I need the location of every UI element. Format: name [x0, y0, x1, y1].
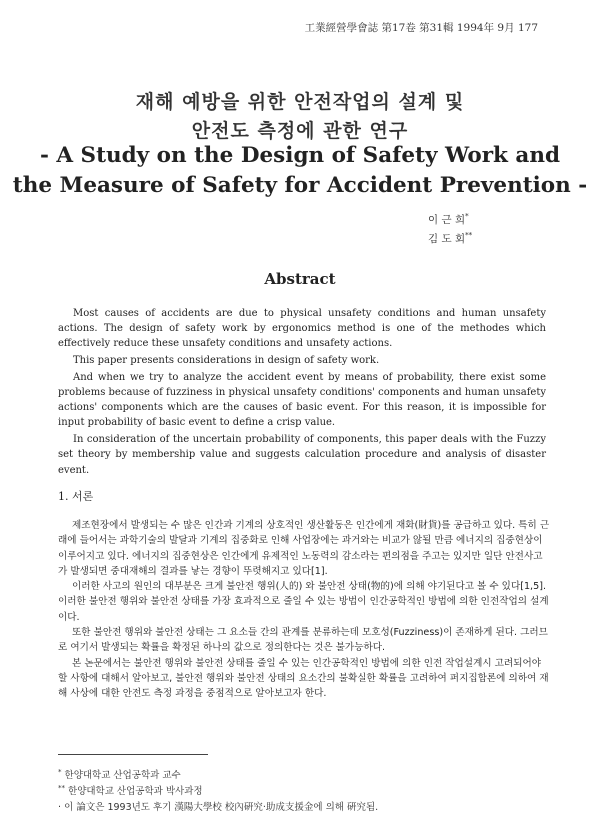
footnote-1 [58, 767, 181, 781]
section-body [58, 518, 550, 702]
body-paragraph: 또한 불안전 행위와 불안전 상태는 그 요소들 간의 관계를 분류하는데 모호성(Fuzziness)이 존재하게 된다. 그러므로 여기서 발생되는 확률을 확정된 하나의 값으로 정의한다는 것은 불가능하다. [58, 627, 548, 654]
author-2 [428, 231, 472, 246]
author-1 [428, 212, 469, 227]
author-name: 김 도 회 [428, 233, 466, 245]
abstract-paragraph: Most causes of accidents are due to physical unsafety conditions and human unsafety actions. The design of safety work by ergonomics method is one of the methodes which effectively reduce these unsafety conditions and unsafety actions. [58, 308, 546, 350]
footnote-text: 한양대학교 산업공학과 교수 [64, 770, 181, 781]
footnote-mark: ** [58, 783, 65, 792]
title-korean-line-2: 안전도 측정에 관한 연구 [191, 120, 409, 142]
footnote-3 [58, 799, 378, 813]
title-english-line-1: - A Study on the Design of Safety Work and [39, 143, 560, 168]
body-paragraph: 이러한 사고의 원인의 대부분은 크게 불안전 행위(人的) 와 불안전 상태(物的)에 의해 야기된다고 볼 수 있다[1,5]. 이러한 불안전 행위와 불안전 상태를 가장 효과적으로 줄일 수 있는 방법이 인간공학적인 방법에 의한 인전작업의 설계이다. [58, 581, 549, 623]
title-korean-line-1: 재해 예방을 위한 안전작업의 설계 및 [135, 91, 465, 113]
abstract-paragraph: In consideration of the uncertain probability of components, this paper deals with the Fuzzy set theory by membership value and suggests calculation procedure and analysis of disaster event. [58, 434, 546, 476]
footnote-mark: · [58, 802, 62, 813]
abstract-paragraph: And when we try to analyze the accident event by means of probability, there exist some problems because of fuzziness in physical unsafety conditions' components and human unsafety actions' components which are the causes of basic event. For this reason, it is impossible for input probability of basic event to define a crisp value. [58, 371, 546, 429]
abstract-heading: Abstract [264, 270, 336, 288]
author-mark: ** [465, 231, 473, 240]
author-mark: * [465, 212, 469, 221]
footnote-text: 이 論文은 1993년도 후기 漢陽大學校 校內硏究·助成支援金에 의해 硏究됨. [64, 802, 379, 813]
author-name: 이 근 희 [428, 214, 466, 226]
section-heading: 1. 서론 [58, 490, 94, 503]
footnote-2 [58, 783, 203, 797]
footnote-mark: * [58, 767, 62, 776]
abstract-paragraph: This paper presents considerations in design of safety work. [73, 355, 380, 367]
abstract-body [58, 306, 546, 479]
footnote-text: 한양대학교 산업공학과 박사과정 [68, 786, 203, 797]
footnote-divider [58, 754, 208, 755]
body-paragraph: 본 논문에서는 불안전 행위와 불안전 상태를 줄일 수 있는 인간공학적인 방법에 의한 인전 작업설계시 고려되어야 할 사항에 대해서 알아보고, 불안전 행위와 불안전 상태의 요소간의 불확실한 확률을 고려하여 퍼지집합론에 의하여 재해 사상에 대한 안전도 측정 과정을 중점적으로 알아보고자 한다. [58, 657, 549, 700]
body-paragraph: 제조현장에서 발생되는 수 많은 인간과 기계의 상호적인 생산활동은 인간에게 재화(財貨)를 공급하고 있다. 특히 근래에 들어서는 과학기술의 발달과 기계의 집중화로 인해 사업장에는 과거와는 비교가 않될 만큼 에너지의 집중현상이 이루어지고 있다. 에너지의 집중현상은 인간에게 유제적인 노동력의 감소라는 편의점을 주고는 있지만 일단 안전사고가 발생되면 중대재해의 결과를 낳는 경향이 뚜렷해지고 있다[1]. [58, 520, 550, 577]
title-english-line-2: the Measure of Safety for Accident Prevention - [12, 173, 588, 198]
journal-header: 工業經營學會誌 第17卷 第31輯 1994年 9月 177 [304, 22, 538, 34]
